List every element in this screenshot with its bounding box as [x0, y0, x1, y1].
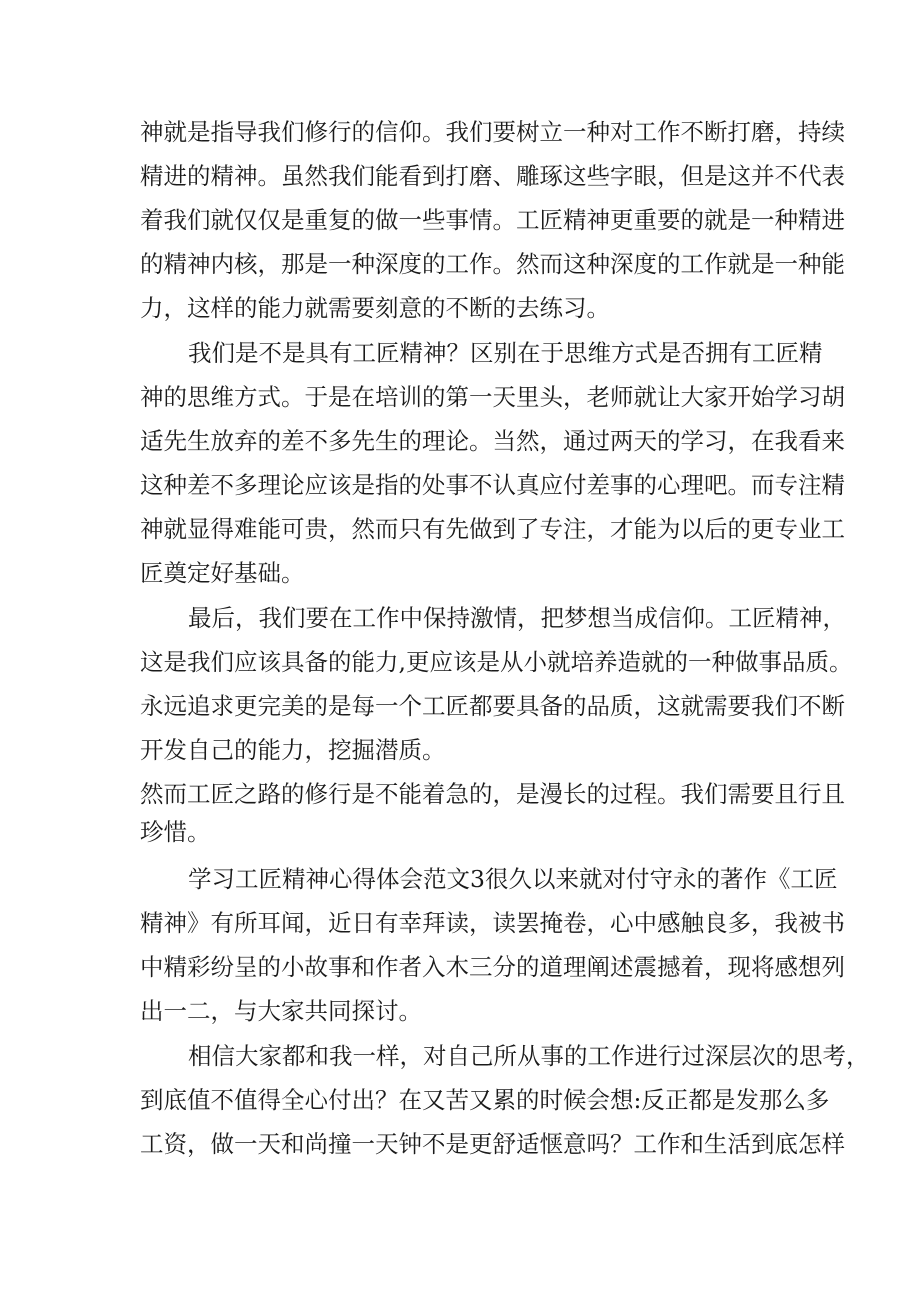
paragraph-5-line-1: 学习工匠精神心得体会范文3很久以来就对付守永的著作《工匠 — [188, 865, 838, 893]
paragraph-1-line-3: 着我们就仅仅是重复的做一些事情。工匠精神更重要的就是一种精进 — [140, 206, 845, 234]
paragraph-5-line-4: 出一二，与大家共同探讨。 — [140, 997, 422, 1025]
paragraph-4-line-2: 珍惜。 — [140, 818, 211, 846]
paragraph-2-line-6: 匠奠定好基础。 — [140, 559, 305, 587]
paragraph-5-line-2: 精神》有所耳闻，近日有幸拜读，读罢掩卷，心中感触良多，我被书 — [140, 909, 845, 937]
paragraph-6-line-3: 工资，做一天和尚撞一天钟不是更舒适惬意吗？工作和生活到底怎样 — [140, 1130, 845, 1158]
paragraph-1-line-5: 力，这样的能力就需要刻意的不断的去练习。 — [140, 294, 610, 322]
paragraph-3-line-3: 永远追求更完美的是每一个工匠都要具备的品质，这就需要我们不断 — [140, 692, 845, 720]
paragraph-2-line-1: 我们是不是具有工匠精神？区别在于思维方式是否拥有工匠精 — [188, 339, 823, 367]
paragraph-4-line-1: 然而工匠之路的修行是不能着急的，是漫长的过程。我们需要且行且 — [140, 780, 845, 808]
paragraph-5-line-3: 中精彩纷呈的小故事和作者入木三分的道理阐述震撼着，现将感想列 — [140, 953, 845, 981]
paragraph-2-line-3: 适先生放弃的差不多先生的理论。当然，通过两天的学习，在我看来 — [140, 427, 845, 455]
paragraph-2-line-4: 这种差不多理论应该是指的处事不认真应付差事的心理吧。而专注精 — [140, 471, 845, 499]
paragraph-2-line-2: 神的思维方式。于是在培训的第一天里头，老师就让大家开始学习胡 — [140, 383, 845, 411]
paragraph-6-line-1: 相信大家都和我一样，对自己所从事的工作进行过深层次的思考， — [188, 1042, 870, 1070]
paragraph-6-line-2: 到底值不值得全心付出？在又苦又累的时候会想:反正都是发那么多 — [140, 1086, 830, 1114]
paragraph-3-line-1: 最后，我们要在工作中保持激情，把梦想当成信仰。工匠精神， — [188, 604, 846, 632]
paragraph-3-line-4: 开发自己的能力，挖掘潜质。 — [140, 736, 446, 764]
paragraph-2-line-5: 神就显得难能可贵，然而只有先做到了专注，才能为以后的更专业工 — [140, 515, 845, 543]
paragraph-1-line-4: 的精神内核，那是一种深度的工作。然而这种深度的工作就是一种能 — [140, 250, 845, 278]
paragraph-1-line-2: 精进的精神。虽然我们能看到打磨、雕琢这些字眼，但是这并不代表 — [140, 162, 845, 190]
paragraph-1-line-1: 神就是指导我们修行的信仰。我们要树立一种对工作不断打磨，持续 — [140, 118, 845, 146]
paragraph-3-line-2: 这是我们应该具备的能力,更应该是从小就培养造就的一种做事品质。 — [140, 648, 853, 676]
